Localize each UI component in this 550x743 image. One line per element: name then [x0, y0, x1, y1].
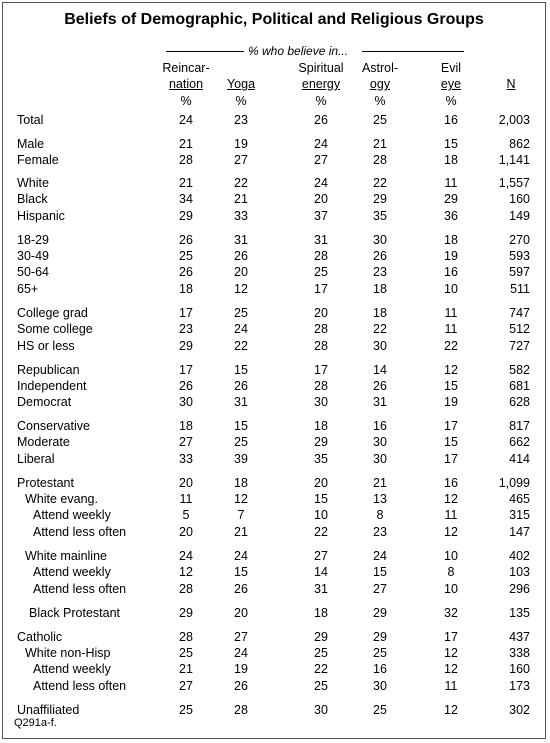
- column-header-line1-0: Reincar-: [162, 61, 210, 75]
- table-cell: 23: [373, 525, 387, 539]
- table-cell: 18: [373, 306, 387, 320]
- table-cell: 20: [314, 476, 328, 490]
- table-cell: 593: [509, 249, 530, 263]
- table-cell: 18: [444, 233, 458, 247]
- table-cell: 18: [179, 419, 193, 433]
- column-header-unit-2: %: [315, 94, 327, 108]
- table-cell: 21: [179, 662, 193, 676]
- table-cell: 33: [234, 209, 248, 223]
- table-cell: 315: [509, 508, 530, 522]
- table-cell: 11: [444, 176, 458, 190]
- table-cell: 28: [373, 153, 387, 167]
- table-cell: 36: [444, 209, 458, 223]
- row-label: Attend less often: [33, 582, 127, 596]
- row-label: Conservative: [17, 419, 90, 433]
- row-label: White non-Hisp: [25, 646, 111, 660]
- table-cell: 31: [234, 395, 248, 409]
- table-cell: 12: [179, 565, 193, 579]
- table-cell: 21: [373, 476, 387, 490]
- table-cell: 511: [510, 282, 530, 296]
- table-cell: 30: [373, 679, 387, 693]
- table-cell: 23: [179, 322, 193, 336]
- table-cell: 22: [373, 176, 387, 190]
- table-title: Beliefs of Demographic, Political and Religious Groups: [64, 11, 484, 28]
- table-cell: 26: [234, 249, 248, 263]
- table-cell: 24: [179, 113, 193, 127]
- column-header-unit-0: %: [180, 94, 192, 108]
- table-cell: 20: [179, 525, 193, 539]
- table-cell: 16: [444, 113, 458, 127]
- column-header-line2-2: energy: [301, 77, 341, 91]
- row-label: Liberal: [17, 452, 55, 466]
- table-cell: 26: [179, 379, 193, 393]
- table-cell: 29: [179, 339, 193, 353]
- table-cell: 29: [373, 606, 387, 620]
- row-label: College grad: [17, 306, 88, 320]
- table-cell: 19: [234, 137, 248, 151]
- column-header-line2-5: N: [506, 77, 516, 91]
- table-cell: 402: [509, 549, 530, 563]
- table-cell: 17: [179, 363, 193, 377]
- table-cell: 15: [444, 137, 458, 151]
- row-label: HS or less: [17, 339, 75, 353]
- table-cell: 12: [444, 363, 458, 377]
- table-cell: 414: [509, 452, 530, 466]
- table-cell: 15: [234, 565, 248, 579]
- footnote: Q291a-f.: [14, 717, 57, 729]
- table-cell: 662: [509, 435, 530, 449]
- table-cell: 27: [234, 153, 248, 167]
- table-cell: 21: [234, 192, 248, 206]
- table-cell: 29: [373, 630, 387, 644]
- row-label: Some college: [17, 322, 93, 336]
- table-cell: 23: [373, 265, 387, 279]
- table-cell: 21: [234, 525, 248, 539]
- table-cell: 26: [234, 679, 248, 693]
- table-cell: 1,099: [498, 476, 530, 490]
- table-cell: 24: [234, 322, 248, 336]
- row-label: Democrat: [17, 395, 72, 409]
- row-label: Total: [17, 113, 44, 127]
- table-cell: 30: [373, 339, 387, 353]
- table-cell: 10: [444, 282, 458, 296]
- row-label: Independent: [17, 379, 87, 393]
- table-cell: 29: [179, 209, 193, 223]
- row-label: 50-64: [17, 265, 49, 279]
- table-cell: 20: [314, 192, 328, 206]
- table-cell: 18: [314, 606, 328, 620]
- table-cell: 15: [234, 363, 248, 377]
- table-cell: 11: [444, 306, 458, 320]
- table-cell: 28: [179, 630, 193, 644]
- table-cell: 27: [314, 549, 328, 563]
- table-cell: 19: [444, 395, 458, 409]
- table-cell: 22: [314, 525, 328, 539]
- table-cell: 19: [234, 662, 248, 676]
- table-cell: 17: [314, 363, 328, 377]
- table-cell: 37: [314, 209, 328, 223]
- table-cell: 24: [373, 549, 387, 563]
- table-cell: 28: [314, 339, 328, 353]
- table-cell: 14: [314, 565, 328, 579]
- table-cell: 302: [509, 703, 530, 717]
- table-cell: 16: [444, 265, 458, 279]
- row-label: Attend weekly: [33, 508, 111, 522]
- table-cell: 160: [509, 192, 530, 206]
- table-cell: 296: [509, 582, 530, 596]
- row-label: Catholic: [17, 630, 63, 644]
- table-cell: 11: [444, 679, 458, 693]
- table-cell: 12: [444, 525, 458, 539]
- table-cell: 149: [509, 209, 530, 223]
- table-cell: 26: [373, 379, 387, 393]
- table-cell: 17: [444, 452, 458, 466]
- table-cell: 30: [373, 452, 387, 466]
- row-label: Attend less often: [33, 679, 127, 693]
- table-cell: 24: [234, 549, 248, 563]
- table-cell: 35: [373, 209, 387, 223]
- table-cell: 597: [509, 265, 530, 279]
- row-label: Attend less often: [33, 525, 127, 539]
- table-cell: 31: [314, 582, 328, 596]
- row-label: Attend weekly: [33, 565, 111, 579]
- row-label: 30-49: [17, 249, 49, 263]
- table-cell: 25: [314, 679, 328, 693]
- row-label: Republican: [17, 363, 80, 377]
- row-label: Black Protestant: [29, 606, 121, 620]
- banner-text: % who believe in...: [248, 44, 349, 58]
- table-cell: 5: [182, 508, 190, 522]
- table-cell: 24: [179, 549, 193, 563]
- table-cell: 29: [444, 192, 458, 206]
- column-header-line2-3: ogy: [369, 77, 391, 91]
- table-cell: 27: [373, 582, 387, 596]
- table-cell: 22: [234, 339, 248, 353]
- table-cell: 22: [444, 339, 458, 353]
- table-cell: 21: [373, 137, 387, 151]
- column-header-unit-3: %: [374, 94, 386, 108]
- table-cell: 24: [314, 137, 328, 151]
- table-cell: 20: [234, 606, 248, 620]
- table-cell: 30: [179, 395, 193, 409]
- table-cell: 1,141: [498, 153, 530, 167]
- table-cell: 28: [234, 703, 248, 717]
- table-cell: 17: [444, 630, 458, 644]
- table-cell: 30: [373, 233, 387, 247]
- table-cell: 34: [179, 192, 193, 206]
- column-banner: [166, 44, 464, 58]
- table-cell: 30: [314, 703, 328, 717]
- table-cell: 270: [509, 233, 530, 247]
- table-cell: 22: [373, 322, 387, 336]
- table-cell: 465: [509, 492, 530, 506]
- table-cell: 1,557: [498, 176, 530, 190]
- table-cell: 39: [234, 452, 248, 466]
- table-cell: 18: [179, 282, 193, 296]
- table-cell: 22: [234, 176, 248, 190]
- table-cell: 15: [444, 435, 458, 449]
- table-cell: 24: [234, 646, 248, 660]
- banner-rule-right: [362, 51, 464, 52]
- table-cell: 26: [234, 379, 248, 393]
- column-header-unit-1: %: [235, 94, 247, 108]
- table-cell: 12: [444, 703, 458, 717]
- table-cell: 29: [179, 606, 193, 620]
- table-cell: 512: [509, 322, 530, 336]
- row-label: Female: [17, 153, 59, 167]
- column-header-unit-4: %: [445, 94, 457, 108]
- table-cell: 24: [314, 176, 328, 190]
- table-cell: 22: [314, 662, 328, 676]
- table-cell: 15: [373, 565, 387, 579]
- table-cell: 26: [373, 249, 387, 263]
- table-cell: 16: [373, 662, 387, 676]
- table-cell: 27: [314, 153, 328, 167]
- table-cell: 8: [447, 565, 455, 579]
- table-frame: [2, 2, 546, 739]
- table-cell: 25: [373, 646, 387, 660]
- row-label: Moderate: [17, 435, 70, 449]
- table-cell: 12: [444, 492, 458, 506]
- table-cell: 28: [179, 153, 193, 167]
- column-header-line1-4: Evil: [440, 61, 462, 75]
- table-cell: 28: [314, 379, 328, 393]
- table-cell: 10: [444, 582, 458, 596]
- column-header-line2-1: Yoga: [226, 77, 256, 91]
- table-cell: 25: [179, 646, 193, 660]
- row-label: 18-29: [17, 233, 49, 247]
- row-label: 65+: [17, 282, 39, 296]
- table-cell: 628: [509, 395, 530, 409]
- table-cell: 23: [234, 113, 248, 127]
- table-cell: 26: [314, 113, 328, 127]
- table-cell: 21: [179, 137, 193, 151]
- table-cell: 135: [509, 606, 530, 620]
- table-cell: 21: [179, 176, 193, 190]
- row-label: Protestant: [17, 476, 74, 490]
- table-cell: 147: [509, 525, 530, 539]
- table-cell: 29: [314, 435, 328, 449]
- table-cell: 25: [179, 249, 193, 263]
- table-cell: 17: [179, 306, 193, 320]
- table-cell: 12: [444, 662, 458, 676]
- table-cell: 727: [509, 339, 530, 353]
- table-cell: 2,003: [498, 113, 530, 127]
- table-cell: 11: [179, 492, 193, 506]
- table-cell: 25: [373, 703, 387, 717]
- table-cell: 28: [314, 322, 328, 336]
- row-label: Black: [17, 192, 48, 206]
- table-cell: 35: [314, 452, 328, 466]
- table-cell: 29: [314, 630, 328, 644]
- table-cell: 18: [314, 419, 328, 433]
- table-cell: 7: [237, 508, 245, 522]
- table-cell: 25: [179, 703, 193, 717]
- row-label: Unaffiliated: [17, 703, 80, 717]
- table-cell: 27: [179, 435, 193, 449]
- table-cell: 29: [373, 192, 387, 206]
- table-cell: 25: [234, 306, 248, 320]
- column-header-line1-2: Spiritual: [298, 61, 344, 75]
- table-cell: 30: [314, 395, 328, 409]
- table-cell: 20: [179, 476, 193, 490]
- table-cell: 31: [234, 233, 248, 247]
- table-cell: 11: [444, 322, 458, 336]
- table-cell: 19: [444, 249, 458, 263]
- table-cell: 13: [373, 492, 387, 506]
- table-cell: 26: [234, 582, 248, 596]
- table-cell: 27: [179, 679, 193, 693]
- table-cell: 16: [373, 419, 387, 433]
- column-header-line1-3: Astrol-: [361, 61, 399, 75]
- table-cell: 18: [234, 476, 248, 490]
- table-cell: 28: [179, 582, 193, 596]
- table-cell: 747: [509, 306, 530, 320]
- table-cell: 32: [444, 606, 458, 620]
- table-cell: 25: [314, 646, 328, 660]
- row-label: White: [17, 176, 49, 190]
- table-cell: 18: [444, 153, 458, 167]
- row-label: Attend weekly: [33, 662, 111, 676]
- table-cell: 28: [314, 249, 328, 263]
- table-cell: 20: [314, 306, 328, 320]
- table-cell: 33: [179, 452, 193, 466]
- table-cell: 103: [509, 565, 530, 579]
- table-cell: 173: [509, 679, 530, 693]
- table-cell: 15: [444, 379, 458, 393]
- banner-rule-left: [166, 51, 244, 52]
- table-cell: 817: [509, 419, 530, 433]
- table-cell: 15: [314, 492, 328, 506]
- table-cell: 12: [444, 646, 458, 660]
- table-cell: 160: [509, 662, 530, 676]
- table-cell: 27: [234, 630, 248, 644]
- table-cell: 12: [234, 282, 248, 296]
- table-cell: 25: [314, 265, 328, 279]
- table-cell: 17: [314, 282, 328, 296]
- table-cell: 26: [179, 265, 193, 279]
- table-cell: 14: [373, 363, 387, 377]
- table-cell: 10: [314, 508, 328, 522]
- table-cell: 26: [179, 233, 193, 247]
- table-cell: 10: [444, 549, 458, 563]
- table-cell: 20: [234, 265, 248, 279]
- table-cell: 16: [444, 476, 458, 490]
- table-cell: 25: [373, 113, 387, 127]
- table-cell: 31: [314, 233, 328, 247]
- table-cell: 31: [373, 395, 387, 409]
- table-cell: 18: [373, 282, 387, 296]
- table-cell: 437: [509, 630, 530, 644]
- table-cell: 12: [234, 492, 248, 506]
- table-cell: 15: [234, 419, 248, 433]
- row-label: Male: [17, 137, 45, 151]
- table-cell: 17: [444, 419, 458, 433]
- table-cell: 338: [509, 646, 530, 660]
- row-label: White mainline: [25, 549, 107, 563]
- table-cell: 681: [509, 379, 530, 393]
- table-cell: 11: [444, 508, 458, 522]
- column-header-line2-4: eye: [440, 77, 462, 91]
- row-label: White evang.: [25, 492, 98, 506]
- table-cell: 30: [373, 435, 387, 449]
- table-cell: 25: [234, 435, 248, 449]
- table-cell: 582: [509, 363, 530, 377]
- table-cell: 8: [376, 508, 384, 522]
- column-header-line2-0: nation: [168, 77, 204, 91]
- row-label: Hispanic: [17, 209, 65, 223]
- table-cell: 862: [509, 137, 530, 151]
